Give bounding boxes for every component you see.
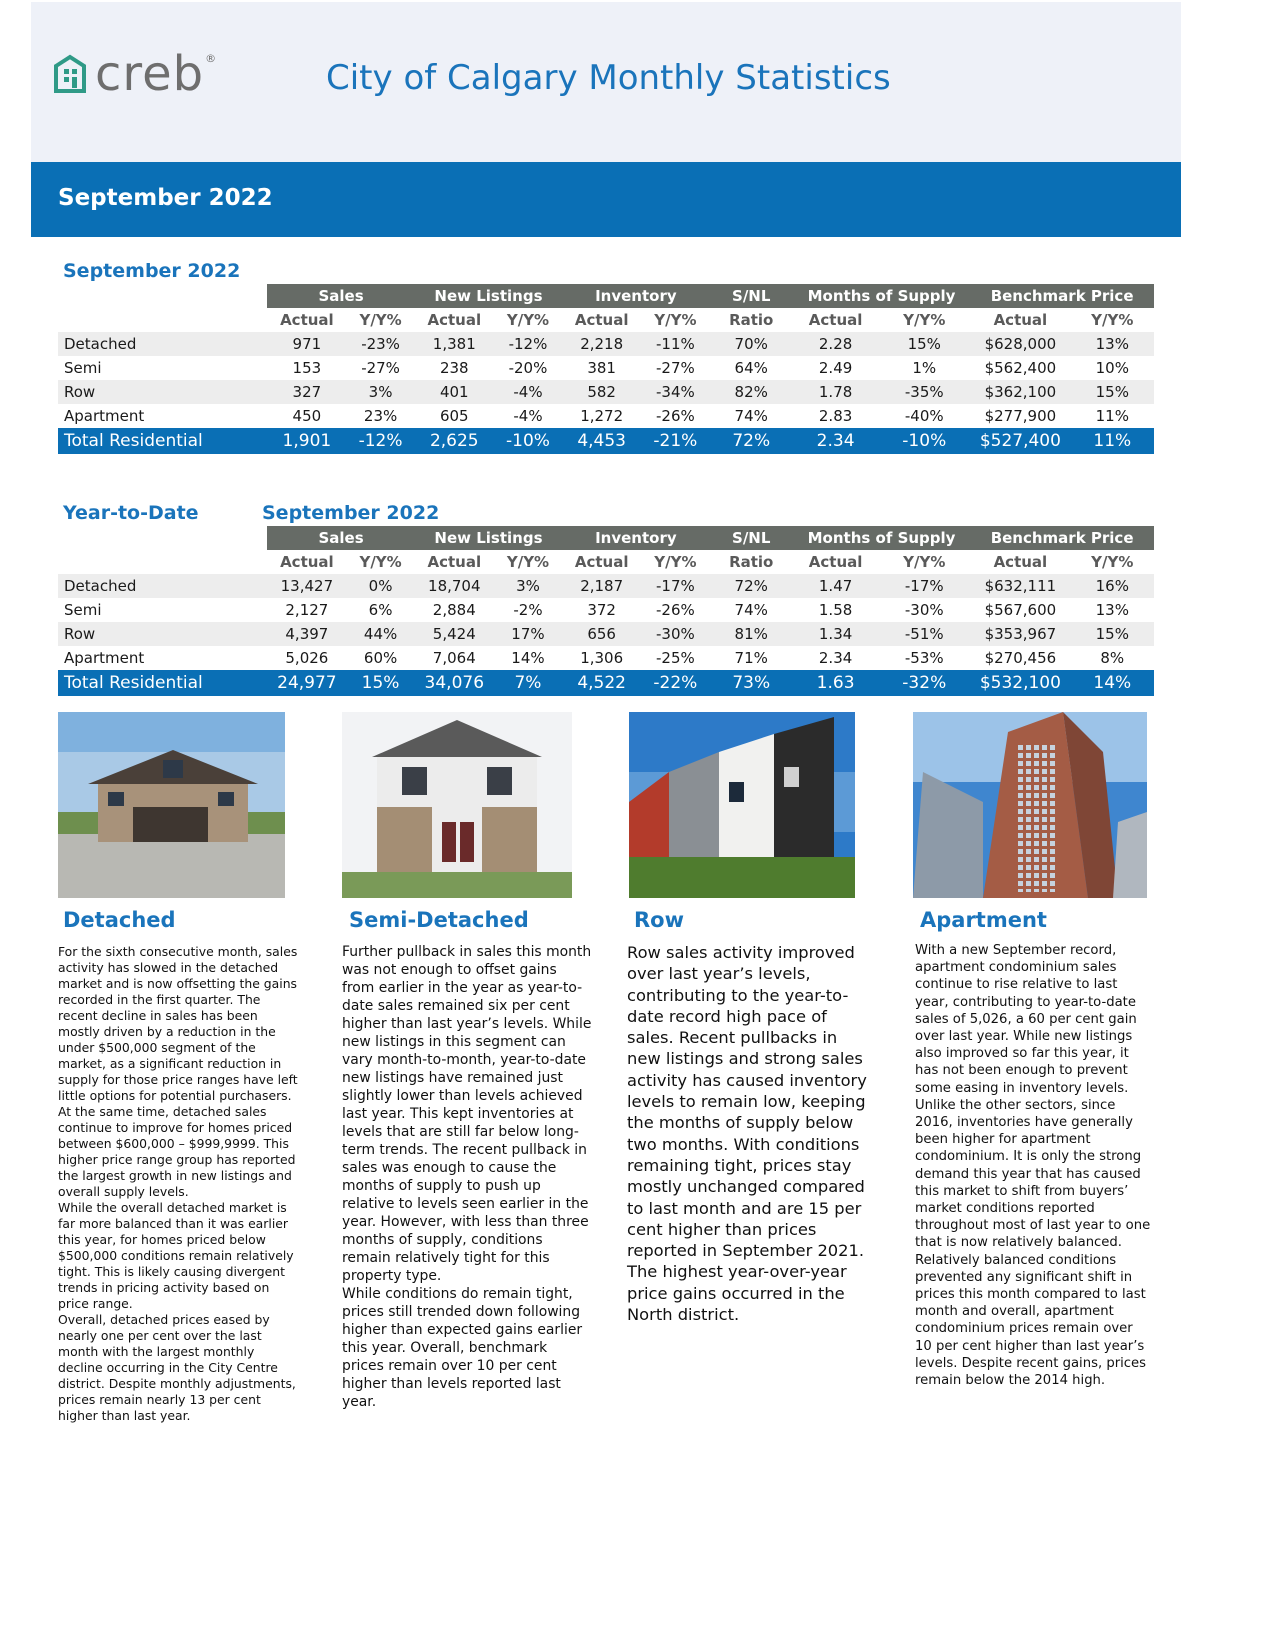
table-cell: 3% (346, 380, 414, 404)
registered-mark: ® (205, 52, 217, 65)
total-cell: 72% (710, 428, 793, 454)
table-cell: 8% (1100, 649, 1125, 667)
total-cell: 11% (1071, 428, 1154, 454)
total-row (58, 670, 1154, 696)
table-cell: 1.58 (818, 601, 853, 619)
table-row (58, 622, 1154, 646)
total-cell: 15% (346, 670, 414, 696)
header-spacer (58, 284, 267, 308)
total-cell: 24,977 (267, 670, 346, 696)
table-cell: 74% (734, 407, 768, 425)
sub-header: Y/Y% (641, 308, 709, 332)
table-cell: 23% (363, 407, 398, 425)
table-cell: 60% (363, 649, 398, 667)
group-header: Sales (267, 284, 414, 308)
table-cell: -51% (878, 622, 970, 646)
total-cell: -21% (641, 428, 709, 454)
table-cell: $562,400 (984, 359, 1057, 377)
group-header-row (58, 284, 1154, 308)
sub-header: Ratio (710, 550, 793, 574)
table-cell: 13% (1071, 332, 1154, 356)
row-label: Apartment (64, 649, 145, 667)
logo-wordmark: creb (95, 46, 205, 102)
table-row (58, 404, 1154, 428)
table-cell: 74% (734, 601, 768, 619)
table-cell: -26% (655, 601, 695, 619)
sub-header-row (58, 308, 1154, 332)
table-cell: -4% (513, 407, 543, 425)
group-header: New Listings (415, 284, 562, 308)
table-cell: 372 (587, 601, 616, 619)
table-cell: 971 (267, 332, 346, 356)
table-cell: 72% (710, 574, 793, 598)
table-cell: 327 (267, 380, 346, 404)
table-cell: 15% (878, 332, 970, 356)
row-label: Semi (64, 601, 102, 619)
table-cell: 1% (912, 359, 937, 377)
table-cell: $353,967 (970, 622, 1070, 646)
detached-text (58, 944, 302, 1424)
sub-header: Actual (267, 550, 346, 574)
creb-logo (53, 46, 217, 102)
header-spacer (58, 526, 267, 550)
table-cell: 2,127 (285, 601, 329, 619)
table-cell: 656 (562, 622, 641, 646)
semi-detached-text (342, 943, 592, 1411)
total-cell: -12% (346, 428, 414, 454)
sub-header: Y/Y% (1071, 550, 1154, 574)
table-row (58, 574, 1154, 598)
semi-detached-house-photo (342, 712, 572, 898)
table-cell: 13% (1095, 601, 1129, 619)
total-cell: -10% (878, 428, 970, 454)
table-cell: -53% (904, 649, 944, 667)
sub-header: Y/Y% (641, 550, 709, 574)
table-cell: 2.49 (818, 359, 853, 377)
table-cell: -17% (878, 574, 970, 598)
group-header: Benchmark Price (970, 526, 1154, 550)
table-cell: -12% (494, 332, 562, 356)
row-townhouses-photo (629, 712, 855, 898)
table-cell: 17% (494, 622, 562, 646)
total-cell: 1.63 (793, 670, 878, 696)
table-cell: 381 (587, 359, 616, 377)
sub-header: Actual (415, 550, 494, 574)
table-cell: 1.47 (793, 574, 878, 598)
total-row (58, 428, 1154, 454)
sub-header: Y/Y% (494, 550, 562, 574)
sub-header: Actual (415, 308, 494, 332)
table-row (58, 380, 1154, 404)
detached-paragraph: For the sixth consecutive month, sales activity has slowed in the detached market and is now offsetting the gains recorded in the first quarter. The recent decline in sales has been mostly driven by a reduction in the under $500,000 segment of the market, as a significant reduction in supply for those price ranges have left little options for potential purchasers. At the same time, detached sales continue to improve for homes priced between $600,000 – $999,9999. This higher price range group has reported the largest growth in new listings and overall supply levels. (58, 944, 298, 1199)
table-cell: 1,272 (580, 407, 624, 425)
total-label: Total Residential (58, 428, 267, 454)
month-banner-text: September 2022 (58, 185, 273, 211)
sub-header: Actual (970, 550, 1070, 574)
row-title: Row (634, 908, 684, 932)
sub-header: Ratio (710, 308, 793, 332)
table-cell: -27% (655, 359, 695, 377)
table-cell: 153 (292, 359, 322, 377)
house-logo-icon (53, 54, 87, 94)
total-cell: $527,400 (970, 428, 1070, 454)
group-header: New Listings (415, 526, 562, 550)
apartment-paragraph: With a new September record, apartment condominium sales continue to rise relative to last year, contributing to year-to-date sales of 5,026, a 60 per cent gain over last year. While new listings also improved so far this year, it has not been enough to prevent some easing in inventory levels. Unlike the other sectors, since 2016, inventories have generally been higher for apartment condominium. It is only the strong demand this year that has caused this market to shift from buyers’ market conditions reported throughout most of last year to one that is now relatively balanced. (915, 943, 1151, 1251)
detached-house-photo (58, 712, 285, 898)
table-cell: 450 (292, 407, 322, 425)
row-label: Row (58, 622, 267, 646)
total-cell: 2.34 (793, 428, 878, 454)
table-row (58, 646, 1154, 670)
table-cell: $277,900 (984, 407, 1057, 425)
table-cell: 15% (1071, 622, 1154, 646)
header-spacer (58, 550, 267, 574)
table-row (58, 332, 1154, 356)
table-cell: 64% (734, 359, 768, 377)
row-label: Row (58, 380, 267, 404)
total-cell: 14% (1071, 670, 1154, 696)
detached-paragraph: Overall, detached prices eased by nearly one per cent over the last month with the largest monthly decline occurring in the City Centre district. Despite monthly adjustments, prices remain nearly 13 per cent higher than last year. (58, 1312, 296, 1423)
table-cell: -35% (878, 380, 970, 404)
sub-header: Y/Y% (494, 308, 562, 332)
group-header-row (58, 526, 1154, 550)
sub-header: Y/Y% (878, 308, 970, 332)
table-cell: 2.83 (818, 407, 853, 425)
group-header: S/NL (710, 284, 793, 308)
sub-header: Actual (793, 308, 878, 332)
group-header: Months of Supply (793, 284, 970, 308)
table-cell: 238 (439, 359, 469, 377)
table-cell: 2,884 (432, 601, 476, 619)
table-cell: 82% (710, 380, 793, 404)
monthly-stats-table (58, 284, 1154, 454)
sub-header: Actual (970, 308, 1070, 332)
page-title: City of Calgary Monthly Statistics (326, 58, 891, 98)
total-cell: 2,625 (415, 428, 494, 454)
detached-paragraph: While the overall detached market is far more balanced than it was earlier this year, for homes priced below $500,000 conditions remain relatively tight. This is likely causing divergent trends in pricing activity based on price range. (58, 1200, 294, 1311)
table-row (58, 598, 1154, 622)
table-cell: 5,424 (415, 622, 494, 646)
row-text (627, 942, 872, 1325)
table-cell: 16% (1071, 574, 1154, 598)
table-cell: 2,218 (562, 332, 641, 356)
total-cell: 4,522 (562, 670, 641, 696)
table-cell: 1.34 (793, 622, 878, 646)
sub-header: Y/Y% (346, 308, 414, 332)
table-cell: 1,381 (415, 332, 494, 356)
ytd-stats-table (58, 526, 1154, 696)
detached-title: Detached (63, 908, 176, 932)
sub-header: Actual (793, 550, 878, 574)
apartment-text (915, 942, 1153, 1389)
table-cell: 7,064 (432, 649, 476, 667)
table-cell: 401 (415, 380, 494, 404)
table-cell: -20% (508, 359, 548, 377)
group-header: Inventory (562, 526, 709, 550)
semi-detached-paragraph: While conditions do remain tight, prices still trended down following higher than expected gains earlier this year. Overall, benchmark prices remain over 10 per cent higher than levels reported last year. (342, 1286, 583, 1410)
table-cell: -27% (361, 359, 400, 377)
table-cell: 44% (346, 622, 414, 646)
table-cell: 605 (439, 407, 469, 425)
row-label: Semi (64, 359, 102, 377)
row-label: Apartment (64, 407, 145, 425)
table-cell: 13,427 (267, 574, 346, 598)
table-cell: 2.28 (793, 332, 878, 356)
table-cell: 0% (346, 574, 414, 598)
monthly-section-label: September 2022 (63, 260, 241, 282)
group-header: S/NL (710, 526, 793, 550)
table-cell: 4,397 (267, 622, 346, 646)
table-cell: 3% (494, 574, 562, 598)
total-cell: 34,076 (415, 670, 494, 696)
table-cell: 70% (710, 332, 793, 356)
table-cell: -30% (904, 601, 944, 619)
table-cell: 10% (1095, 359, 1129, 377)
table-cell: -40% (904, 407, 944, 425)
sub-header-row (58, 550, 1154, 574)
table-cell: 6% (368, 601, 393, 619)
table-row (58, 356, 1154, 380)
header-spacer (58, 308, 267, 332)
table-cell: -2% (513, 601, 543, 619)
table-cell: -26% (655, 407, 695, 425)
table-cell: $632,111 (970, 574, 1070, 598)
apartment-title: Apartment (920, 908, 1047, 932)
table-cell: 2.34 (818, 649, 853, 667)
table-cell: 71% (734, 649, 768, 667)
table-cell: 18,704 (415, 574, 494, 598)
table-cell: 2,187 (562, 574, 641, 598)
row-label: Detached (58, 332, 267, 356)
total-cell: $532,100 (970, 670, 1070, 696)
table-cell: 5,026 (285, 649, 329, 667)
group-header: Sales (267, 526, 414, 550)
sub-header: Y/Y% (878, 550, 970, 574)
row-paragraph: Row sales activity improved over last year’s levels, contributing to the year-to-date record high pace of sales. Recent pullbacks in new listings and strong sales activity has caused inventory levels to remain low, keeping the months of supply below two months. With conditions remaining tight, prices stay mostly unchanged compared to last month and are 15 per cent higher than prices reported in September 2021. The highest year-over-year price gains occurred in the North district. (627, 943, 867, 1325)
apartment-tower-photo (913, 712, 1147, 898)
table-cell: -4% (494, 380, 562, 404)
total-cell: -22% (641, 670, 709, 696)
group-header: Months of Supply (793, 526, 970, 550)
total-cell: -10% (494, 428, 562, 454)
table-cell: 81% (710, 622, 793, 646)
table-cell: 15% (1071, 380, 1154, 404)
sub-header: Actual (562, 550, 641, 574)
total-label: Total Residential (58, 670, 267, 696)
table-cell: 11% (1095, 407, 1129, 425)
total-cell: 4,453 (562, 428, 641, 454)
group-header: Benchmark Price (970, 284, 1154, 308)
table-cell: -34% (641, 380, 709, 404)
sub-header: Actual (562, 308, 641, 332)
table-cell: -11% (641, 332, 709, 356)
total-cell: 7% (494, 670, 562, 696)
semi-detached-title: Semi-Detached (349, 908, 529, 932)
table-cell: -17% (641, 574, 709, 598)
table-cell: $362,100 (970, 380, 1070, 404)
table-cell: 14% (511, 649, 545, 667)
row-label: Detached (58, 574, 267, 598)
month-banner (31, 162, 1181, 237)
ytd-period-label: September 2022 (262, 502, 440, 524)
sub-header: Y/Y% (346, 550, 414, 574)
total-cell: -32% (878, 670, 970, 696)
sub-header: Y/Y% (1071, 308, 1154, 332)
table-cell: 1.78 (793, 380, 878, 404)
table-cell: 1,306 (580, 649, 624, 667)
table-cell: -25% (655, 649, 695, 667)
apartment-paragraph: Relatively balanced conditions prevented any significant shift in prices this month compared to last month and overall, apartment condominium prices remain over 10 per cent higher than last year’s levels. Despite recent gains, prices remain below the 2014 high. (915, 1252, 1147, 1389)
sub-header: Actual (267, 308, 346, 332)
table-cell: $567,600 (984, 601, 1057, 619)
table-cell: 582 (562, 380, 641, 404)
table-cell: $270,456 (984, 649, 1057, 667)
total-cell: 73% (710, 670, 793, 696)
table-cell: -23% (346, 332, 414, 356)
ytd-section-label: Year-to-Date (63, 502, 199, 524)
group-header: Inventory (562, 284, 709, 308)
table-cell: $628,000 (970, 332, 1070, 356)
total-cell: 1,901 (267, 428, 346, 454)
table-cell: -30% (641, 622, 709, 646)
semi-detached-paragraph: Further pullback in sales this month was not enough to offset gains from earlier in the year as year-to-date sales remained six per cent higher than last year’s levels. While new listings in this segment can vary month-to-month, year-to-date new listings have remained just slightly lower than levels achieved last year. This kept inventories at levels that are still far below long-term trends. The recent pullback in sales was enough to cause the months of supply to push up relative to levels seen earlier in the year. However, with less than three months of supply, conditions remain relatively tight for this property type. (342, 944, 592, 1284)
